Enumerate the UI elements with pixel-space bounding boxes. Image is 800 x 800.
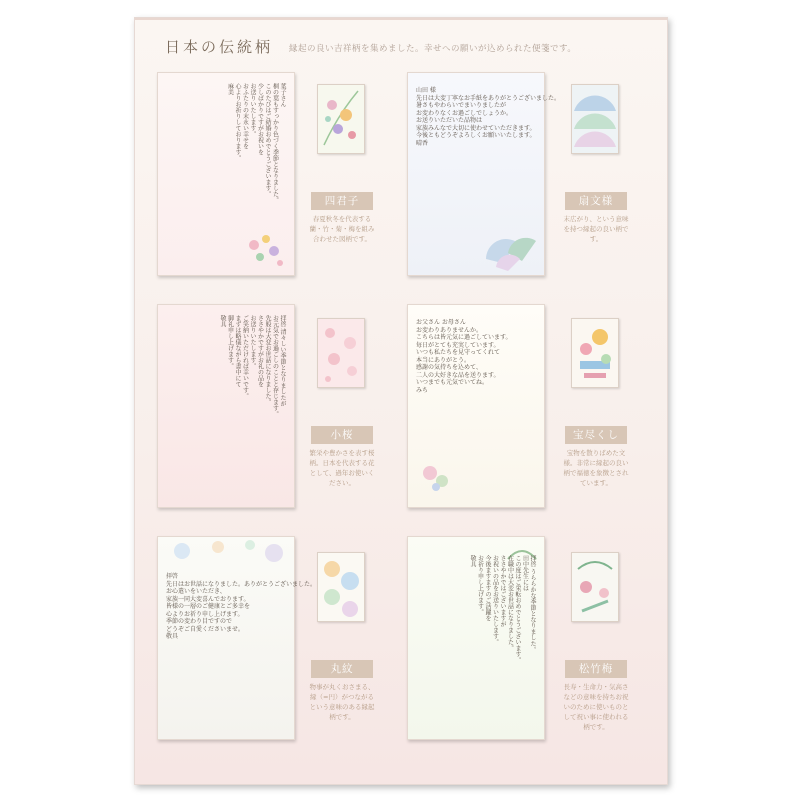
letter-text: 山田 様 先日は大変丁寧なお手紙をありがとうございました。 暑さもやわらいでまいりましたが お変わりなくお過ごしでしょうか。 お送りいただいた品物は 家族みんなで大切に使わせていただきます。 今後ともどうぞよろしくお願いいたします。 晴香 [416, 87, 561, 147]
pattern-desc-takarazukushi: 宝物を散りばめた文様。非常に縁起の良い柄で福徳を象徴とされています。 [563, 449, 629, 488]
letter-sample-2 [407, 72, 561, 276]
pattern-desc-kozakura: 繁栄や豊かさを表す桜柄。日本を代表する花として、過年お使いください。 [309, 449, 375, 488]
pattern-desc-sensu: 末広がり、という意味を持つ縁起の良い柄です。 [563, 215, 629, 244]
pattern-label-sensu: 扇文様 [565, 192, 627, 210]
top-border-line [135, 18, 667, 20]
stationery-catalog-sheet [134, 17, 668, 785]
page-title: 日本の伝統柄 [165, 38, 274, 56]
flower-motif-icon [244, 231, 288, 271]
treasure-motif-icon [416, 455, 456, 495]
fan-motif-icon [478, 223, 540, 271]
pattern-label-shochikubai: 松竹梅 [565, 660, 627, 678]
takarazukushi-motif-icon [572, 319, 618, 387]
pattern-desc-marumon: 物事が丸くおさまる、縁（=円）がつながるという意味のある縁起柄です。 [309, 683, 375, 722]
marumon-motif-icon [318, 553, 364, 621]
sensu-motif-icon [572, 85, 618, 153]
page-subtitle: 縁起の良い吉祥柄を集めました。幸せへの願いが込められた便箋です。 [289, 44, 577, 54]
shikunshi-pattern-sample [317, 84, 365, 154]
kozakura-pattern-sample [317, 318, 365, 388]
letter-text: 葉子さん 桐の葉もすっかり色づく季節となりました。 このたびはご結婚おめでとうございます。 少しばかりですがお祝いを お送りいたします。 おふたりの末永い幸せを 心よりお祈りしております。 麻美 [226, 83, 286, 203]
letter-sample-1 [157, 72, 295, 276]
takarazukushi-pattern-sample [571, 318, 619, 388]
kozakura-motif-icon [318, 319, 364, 387]
letter-sample-3 [157, 304, 295, 508]
shochikubai-motif-icon [572, 553, 618, 621]
marumon-pattern-sample [317, 552, 365, 622]
letter-sample-6 [407, 536, 545, 740]
pattern-label-shikunshi: 四君子 [311, 192, 373, 210]
pattern-label-kozakura: 小桜 [311, 426, 373, 444]
letter-text: 拝啓 うららかな季節となりました。 田中先生には この度はご栄転おめでとうございます。 在職中は大変お世話になりました。 ささやかではございますが お祝いの品をお送りいたします。 今後ますますのご活躍を お祈り申し上げます。 敬具 [469, 555, 536, 663]
letter-sample-4 [407, 304, 545, 508]
pattern-desc-shochikubai: 長寿・生命力・気高さなどの意味を持ちお祝いのために使いものとして祝い事に使われる柄です。 [563, 683, 629, 732]
circle-crest-motif-icon [158, 537, 294, 577]
pattern-desc-shikunshi: 春夏秋冬を代表する蘭・竹・菊・梅を組み合わせた図柄です。 [309, 215, 375, 244]
shochikubai-pattern-sample [571, 552, 619, 622]
sensu-pattern-sample [571, 84, 619, 154]
pattern-label-marumon: 丸紋 [311, 660, 373, 678]
shikunshi-motif-icon [318, 85, 364, 153]
letter-text: 拝啓 清々しい季節となりましたが お元気でお過ごしのことと存じます。 先般は大変お世話になりました。 ささやかですがお礼の品を お送りいたします。 ご笑納いただければ幸いです。 まずは略儀ながら書中にて 御礼申し上げます。 敬具 [219, 315, 286, 417]
letter-sample-5 [157, 536, 317, 740]
letter-text: お父さん お母さん お変わりありませんか。 こちらは皆元気に過ごしています。 毎日がとても充実しています。 いつも私たちを見守ってくれて 本当にありがとう。 感謝の気持ちを込めて、 二人の大好きな品を送ります。 いつまでも元気でいてね。 みち [416, 319, 512, 394]
pattern-label-takarazukushi: 宝尽くし [565, 426, 627, 444]
letter-text: 拝啓 先日はお世話になりました。ありがとうございました。 お心遣いをいただき、 家族一同大変喜んでおります。 皆様の一層のご健康とご多幸を 心よりお祈り申し上げます。 季節の変わり目ですので どうぞご自愛くださいませ。 敬具 [166, 573, 317, 640]
